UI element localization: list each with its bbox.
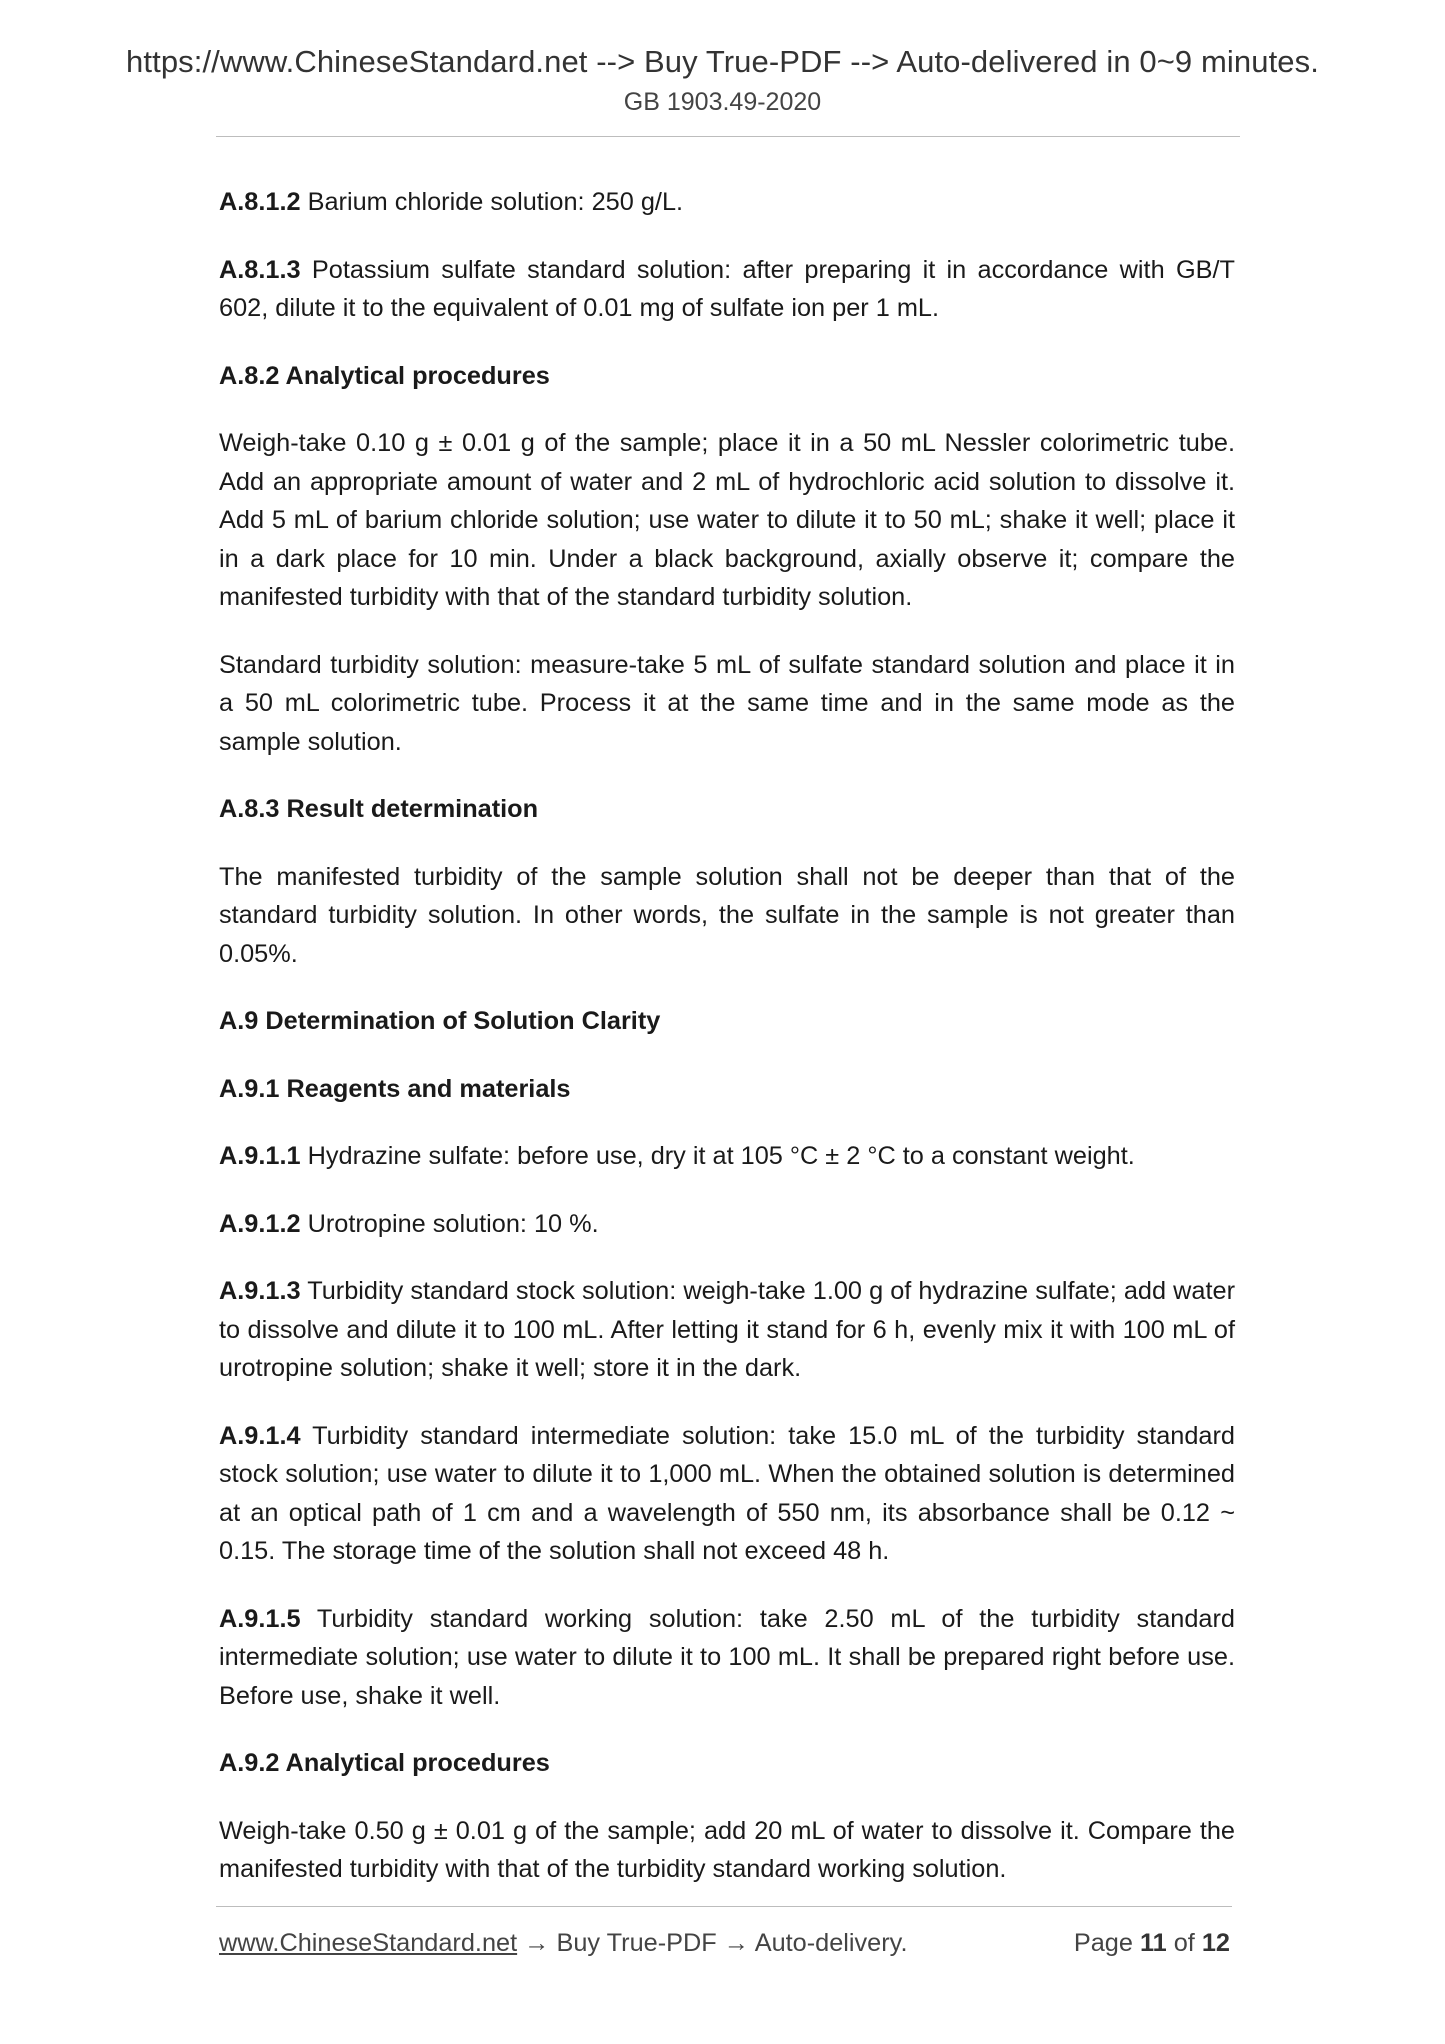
clause-text: Turbidity standard working solution: take 2.50 mL of the turbidity standard intermediate solution; use water to dilute it to 100 mL. It shall be prepared right before use. Before use, shake it well.: [219, 1604, 1235, 1710]
page-body: [219, 183, 1235, 1918]
header-divider: [216, 136, 1240, 137]
heading-a-8-2: A.8.2 Analytical procedures: [219, 361, 550, 390]
clause-a-9-1-1: [219, 1137, 1235, 1176]
clause-number: A.9.1.2: [219, 1209, 301, 1238]
clause-number: A.8.1.2: [219, 188, 301, 216]
heading-a-8-3: A.8.3 Result determination: [219, 795, 539, 823]
paragraph-analytical-procedure: Weigh-take 0.10 g ± 0.01 g of the sample; place it in a 50 mL Nessler colorimetric tube. Add an appropriate amount of water and 2 mL of hydrochloric acid solution to dissolve it. Add 5 mL of barium chloride solution; use water to dilute it to 50 mL; shake it well; place it in a dark place for 10 min. Under a black background, axially observe it; compare the manifested turbidity with that of the standard turbidity solution.: [219, 429, 1235, 611]
clause-a-9-1-4: [219, 1417, 1235, 1571]
clause-a-8-1-2: [219, 183, 1235, 222]
clause-number: A.9.1.5: [219, 1604, 301, 1633]
clause-text: Turbidity standard stock solution: weigh-take 1.00 g of hydrazine sulfate; add water to dissolve and dilute it to 100 mL. After letting it stand for 6 h, evenly mix it with 100 mL of urotropine solution; shake it well; store it in the dark.: [219, 1277, 1235, 1382]
total-pages-number: 12: [1201, 1929, 1230, 1957]
clause-number: A.9.1.3: [219, 1277, 301, 1305]
heading-a-9: A.9 Determination of Solution Clarity: [219, 1007, 661, 1035]
footer-divider: [216, 1906, 1232, 1907]
of-label: of: [1166, 1929, 1202, 1957]
current-page-number: 11: [1139, 1929, 1167, 1957]
clause-text: Barium chloride solution: 250 g/L.: [300, 188, 684, 216]
clause-number: A.9.1.4: [219, 1421, 301, 1450]
clause-number: A.9.1.1: [219, 1142, 301, 1170]
page-indicator: [1074, 1929, 1230, 1958]
document-code: GB 1903.49-2020: [623, 88, 822, 116]
clause-a-9-1-3: [219, 1272, 1235, 1388]
page-label: Page: [1073, 1929, 1140, 1957]
paragraph-result-determination: The manifested turbidity of the sample solution shall not be deeper than that of the standard turbidity solution. In other words, the sulfate in the sample is not greater than 0.05%.: [219, 862, 1235, 968]
clause-text: Potassium sulfate standard solution: after preparing it in accordance with GB/T 602, dilute it to the equivalent of 0.01 mg of sulfate ion per 1 mL.: [219, 255, 1235, 322]
footer-tagline: → Buy True-PDF → Auto-delivery.: [517, 1929, 908, 1957]
paragraph-clarity-procedure: Weigh-take 0.50 g ± 0.01 g of the sample; add 20 mL of water to dissolve it. Compare the manifested turbidity with that of the turbidity standard working solution.: [219, 1816, 1235, 1883]
paragraph-standard-turbidity: Standard turbidity solution: measure-take 5 mL of sulfate standard solution and place it in a 50 mL colorimetric tube. Process it at the same time and in the same mode as the sample solution.: [219, 650, 1235, 756]
clause-a-9-1-2: [219, 1205, 1235, 1244]
site-link[interactable]: www.ChineseStandard.net: [219, 1929, 518, 1957]
clause-a-8-1-3: [219, 251, 1235, 328]
clause-a-9-1-5: [219, 1600, 1235, 1716]
footer-left: [219, 1929, 907, 1958]
header-banner: https://www.ChineseStandard.net --> Buy True-PDF --> Auto-delivered in 0~9 minutes.: [126, 44, 1319, 79]
heading-a-9-2: A.9.2 Analytical procedures: [219, 1749, 550, 1777]
clause-text: Urotropine solution: 10 %.: [300, 1209, 599, 1238]
clause-number: A.8.1.3: [219, 255, 301, 284]
clause-text: Hydrazine sulfate: before use, dry it at 105 °C ± 2 °C to a constant weight.: [300, 1142, 1135, 1170]
heading-a-9-1: A.9.1 Reagents and materials: [219, 1074, 571, 1103]
clause-text: Turbidity standard intermediate solution: take 15.0 mL of the turbidity standard stock solution; use water to dilute it to 1,000 mL. When the obtained solution is determined at an optical path of 1 cm and a wavelength of 550 nm, its absorbance shall be 0.12 ~ 0.15. The storage time of the solution shall not exceed 48 h.: [219, 1421, 1235, 1565]
